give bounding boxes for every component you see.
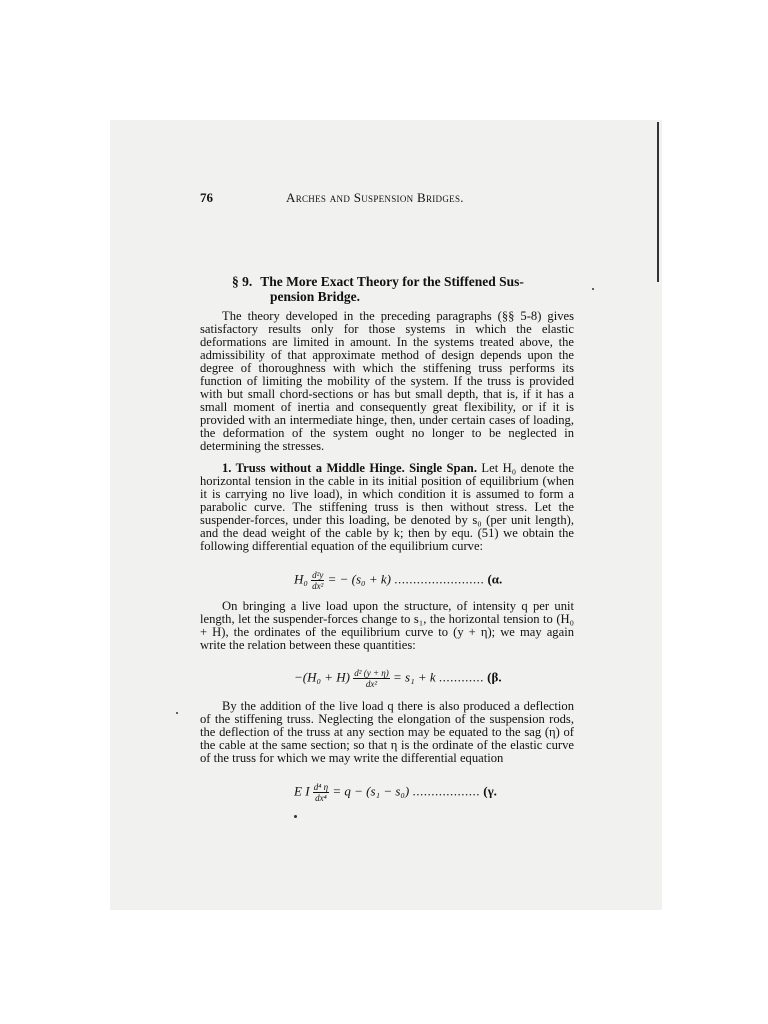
- paragraph-1: The theory developed in the preceding paragraphs (§§ 5-8) gives satisfactory results only for those systems in which the elastic deformations are limited in amount. In the systems treated above, the admissibility of that approximate method of design depends upon the degree of thoroughness with which the stiffening truss performs its function of limiting the mobility of the system. If the truss is provided with but small chord-sections or has but small depth, that is, if it has a small moment of inertia and consequently great flexibility, or if it is provided with an intermediate hinge, then, under certain cases of loading, the deformation of the system ought no longer to be neglected in determining the stresses.: [200, 309, 574, 453]
- eq-alpha-lhs: H₀: [294, 571, 308, 587]
- eq-alpha-label: (α.: [487, 571, 503, 587]
- equation-alpha: [294, 570, 502, 591]
- scan-speck: [176, 712, 178, 714]
- equation-gamma: [294, 782, 497, 803]
- eq-alpha-fraction: [311, 570, 324, 591]
- running-head: Arches and Suspension Bridges.: [286, 190, 464, 205]
- eq-gamma-fraction: [313, 782, 329, 803]
- paragraph-2-body: Let H₀ denote the horizontal tension in the cable in its initial position of equilibrium (when it is carrying no live load), in which condition it is assumed to form a parabolic curve. The stiffening truss is then without stress. Let the suspender-forces, under this loading, be denoted by s₀ (per unit length), and the dead weight of the cable by k; then by equ. (51) we obtain the following differential equation of the equilibrium curve:: [200, 461, 574, 553]
- eq-gamma-lhs: E I: [294, 783, 310, 799]
- eq-alpha-rhs: = − (s₀ + k): [327, 571, 391, 587]
- eq-gamma-rhs: = q − (s₁ − s₀): [332, 783, 410, 799]
- subsection-heading: 1. Truss without a Middle Hinge. Single Span.: [222, 461, 477, 475]
- scan-speck: [592, 288, 594, 290]
- eq-beta-dots: ............: [438, 669, 484, 685]
- section-title-line1: The More Exact Theory for the Stiffened Sus-: [260, 274, 524, 289]
- page-edge-line: [657, 122, 659, 282]
- eq-beta-rhs: = s₁ + k: [392, 669, 436, 685]
- eq-alpha-dots: ........................: [394, 571, 485, 587]
- equation-beta: [294, 668, 502, 689]
- paragraph-2: [200, 462, 574, 553]
- section-symbol: § 9.: [232, 274, 253, 289]
- eq-alpha-den: dx²: [312, 581, 324, 591]
- eq-alpha-num: d²y: [312, 570, 324, 580]
- eq-beta-label: (β.: [487, 669, 502, 685]
- paragraph-4: By the addition of the live load q there is also produced a deflection of the stiffening truss. Neglecting the elongation of the suspension rods, the deflection of the truss at any section may be equated to the sag (η) of the cable at the same section; so that η is the ordinate of the elastic curve of the truss for which we may write the differential equation: [200, 699, 574, 765]
- eq-gamma-num: d⁴ η: [313, 782, 329, 792]
- eq-gamma-dots: ..................: [412, 783, 481, 799]
- scan-speck: [294, 815, 297, 818]
- eq-gamma-label: (γ.: [483, 783, 497, 799]
- eq-gamma-den: dx⁴: [315, 793, 327, 803]
- eq-beta-num: d² (y + η): [354, 668, 389, 678]
- eq-beta-lhs: −(H₀ + H): [294, 669, 350, 685]
- eq-beta-den: dx²: [365, 679, 378, 689]
- paragraph-3: On bringing a live load upon the structure, of intensity q per unit length, let the suspender-forces change to s₁, the horizontal tension to (H₀ + H), the ordinates of the equilibrium curve to (y + η); we may again write the relation between these quantities:: [200, 599, 574, 652]
- eq-beta-fraction: [353, 668, 389, 689]
- page-number: 76: [200, 190, 213, 205]
- section-title: [232, 274, 577, 304]
- section-title-line2: pension Bridge.: [270, 289, 361, 304]
